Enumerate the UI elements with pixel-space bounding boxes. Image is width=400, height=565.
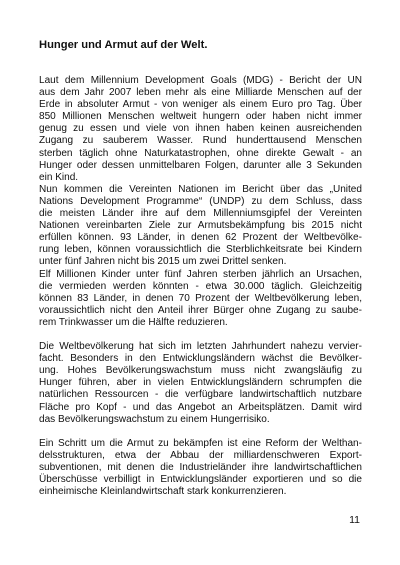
text-line: Ein Schritt um die Armut zu bekämpfen ist eine Reform der Welthan- xyxy=(39,437,362,449)
paragraph xyxy=(39,269,362,329)
text-line: Nations Development Programme“ (UNDP) zu dem Schluss, dass xyxy=(39,195,362,207)
text-line: Nun kommen die Vereinten Nationen im Bericht über das „United xyxy=(39,183,362,195)
paragraph xyxy=(39,341,362,426)
text-line: erfüllen können. 93 Länder, in denen 62 Prozent der Weltbevölke- xyxy=(39,232,362,244)
text-line: subventionen, mit denen die Industrieländer ihre landwirtschaftlichen xyxy=(39,462,362,473)
text-line: Überschüsse verbilligt in Entwicklungsländer exportieren und so die xyxy=(39,474,362,486)
text-line: sterben täglich ohne Naturkatastrophen, ohne direkte Gewalt - an xyxy=(39,147,362,159)
text-line: Fläche pro Kopf - und das Angebot an Arbeitsplätzen. Damit wird xyxy=(39,401,362,413)
paragraph-gap xyxy=(39,329,362,341)
text-line: Elf Millionen Kinder unter fünf Jahren sterben jährlich an Ursachen, xyxy=(39,268,362,280)
text-line: rung leben, können voraussichtlich die Sterblichkeitsrate bei Kindern xyxy=(39,244,362,256)
text-line: facht. Besonders in den Entwicklungsländern wächst die Bevölker- xyxy=(39,353,362,365)
text-line: Laut dem Millennium Development Goals (MDG) - Bericht der UN xyxy=(39,75,362,86)
text-line: das Bevölkerungswachstum zu einem Hungerrisiko. xyxy=(39,413,270,425)
text-line: voraussichtlich nicht den Anteil ihrer Bürger ohne Zugang zu saube- xyxy=(39,304,362,316)
text-line: ein Kind. xyxy=(39,171,79,183)
document-title: Hunger und Armut auf der Welt. xyxy=(39,39,208,51)
text-line: 850 Millionen Menschen weltweit hungern oder haben nicht immer xyxy=(39,111,362,123)
document-page xyxy=(39,38,362,498)
text-line: Die Weltbevölkerung hat sich im letzten Jahrhundert nahezu vervier- xyxy=(39,341,362,353)
paragraph xyxy=(39,75,362,184)
text-line: Hunger oder dessen unmittelbaren Folgen, darunter alle 3 Sekunden xyxy=(39,159,362,171)
paragraph-gap xyxy=(39,426,362,438)
text-line: ung. Hohes Bevölkerungswachstum muss nicht zwangsläufig zu xyxy=(39,365,362,377)
text-line: rem Trinkwasser um die Hälfte reduzieren. xyxy=(39,316,228,328)
text-line: die meisten Länder ihre auf dem Millenniumsgipfel der Vereinten xyxy=(39,208,362,220)
text-line: die vermieden werden könnten - etwa 30.000 täglich. Gleichzeitig xyxy=(39,280,362,292)
text-line: einheimische Kleinlandwirtschaft stark konkurrenzieren. xyxy=(39,486,287,498)
text-line: delsstrukturen, etwa der Abbau der milliardenschweren Export- xyxy=(39,449,362,461)
paragraph xyxy=(39,184,362,269)
text-line: unter fünf Jahren nicht bis 2015 um zwei Drittel senken. xyxy=(39,256,287,268)
text-line: genug zu essen und viele von ihnen haben keinen ausreichenden xyxy=(39,123,362,135)
text-line: Erde in absoluter Armut - von weniger als einem Euro pro Tag. Über xyxy=(39,99,362,111)
document-body xyxy=(39,75,362,498)
paragraph xyxy=(39,438,362,498)
text-line: Hunger führen, aber in vielen Entwicklungsländern schrumpfen die xyxy=(39,377,362,389)
text-line: natürlichen Ressourcen - die verfügbare landwirtschaftlich nutzbare xyxy=(39,389,362,401)
text-line: Nationen vereinbarten Ziele zur Armutsbekämpfung bis 2015 nicht xyxy=(39,220,362,232)
text-line: können 83 Länder, in denen 70 Prozent der Weltbevölkerung leben, xyxy=(39,292,362,304)
text-line: Zugang zu sauberem Wasser. Rund hunderttausend Menschen xyxy=(39,135,362,147)
page-number: 11 xyxy=(349,514,360,526)
text-line: aus dem Jahr 2007 leben mehr als eine Milliarde Menschen auf der xyxy=(39,87,362,99)
